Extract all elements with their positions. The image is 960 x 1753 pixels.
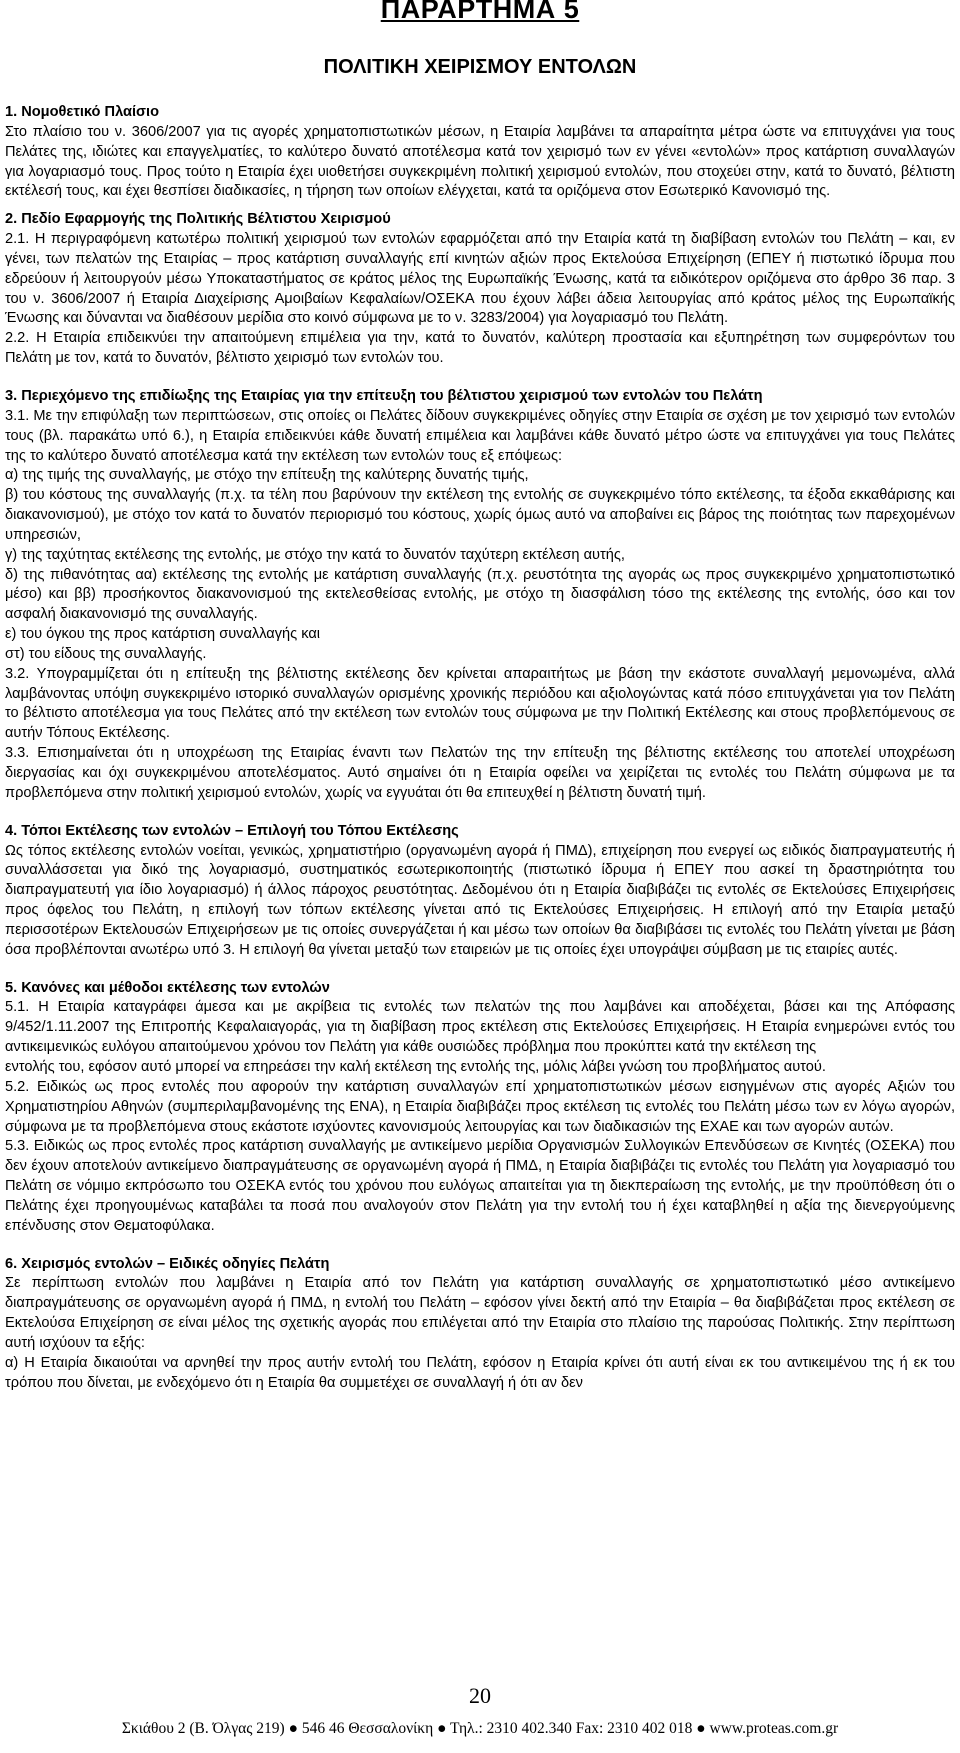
section-heading: 3. Περιεχόμενο της επιδίωξης της Εταιρίας για την επίτευξη του βέλτιστου χειρισμού των εντολών του Πελάτη — [5, 387, 763, 404]
paragraph: εντολής του, εφόσον αυτό μπορεί να επηρεάσει την καλή εκτέλεση της εντολής της, μόλις λάβει γνώση του προβλήματος αυτού. — [5, 1058, 826, 1075]
list-item: β) του κόστους της συναλλαγής (π.χ. τα τέλη που βαρύνουν την εκτέλεση της εντολής σε συγκεκριμένο τόπο εκτέλεσης, τα έξοδα εκκαθάρισης και διακανονισμού), με στόχο τον κατά το δυνατόν περιορισμό του κόστους, χωρίς όμως αυτό να αποβαίνει εις βάρος της ποιότητας των παρεχομένων υπηρεσιών, — [5, 487, 955, 543]
policy-title: ΠΟΛΙΤΙΚΗ ΧΕΙΡΙΣΜΟΥ ΕΝΤΟΛΩΝ — [323, 56, 637, 78]
paragraph: 5.3. Ειδικώς ως προς εντολές προς κατάρτιση συναλλαγής με αντικείμενο μερίδια Οργανισμών Συλλογικών Επενδύσεων σε Κινητές (ΟΣΕΚΑ) που δεν έχουν αποτελούν αντικείμενο διαπραγμάτευσης σε οργανωμένη αγορά ή ΠΜΔ, η Εταιρία διαβιβάζει τις εντολές του Πελάτη για λογαριασμό του Πελάτη σε νόμιμο εκπρόσωπο του ΟΣΕΚΑ εντός του χρόνου που ευλόγως απαιτείται για τη διεκπεραίωση της εντολής, με την προϋπόθεση ότι ο Πελάτης έχει προηγουμένως καταβάλει τα ποσά που αναλογούν στον Πελάτη για την εντολή του ή έχει καταβληθεί η αξία της διενεργούμενης επένδυσης στον Θεματοφύλακα. — [5, 1138, 955, 1234]
paragraph: 3.1. Με την επιφύλαξη των περιπτώσεων, στις οποίες οι Πελάτες δίδουν συγκεκριμένες οδηγίες στην Εταιρία σε σχέση με τον χειρισμό των εντολών τους (βλ. παρακάτω υπό 6.), η Εταιρία επιδεικνύει κάθε δυνατή επιμέλεια και λαμβάνει κάθε δυνατό μέτρο ώστε να επιτυγχάνει για τους Πελάτες της το καλύτερο δυνατό αποτέλεσμα κατά την εκτέλεση των εντολών τους εξ επόψεως: — [5, 407, 955, 464]
list-item: στ) του είδους της συναλλαγής. — [5, 645, 207, 662]
list-item: δ) της πιθανότητας αα) εκτέλεσης της εντολής με κατάρτιση συναλλαγής (π.χ. ρευστότητα της αγοράς ως προς συγκεκριμένο χρηματοπιστωτικό μέσο) και ββ) προσήκοντος διακανονισμού της εκτελεσθείσας εντολής, με στόχο τη διασφάλιση τόσο της εκτέλεσης της εντολής, όσο και τον ασφαλή διακανονισμό της συναλλαγής. — [5, 566, 955, 623]
list-item: γ) της ταχύτητας εκτέλεσης της εντολής, με στόχο την κατά το δυνατόν ταχύτερη εκτέλεση αυτής, — [5, 546, 625, 563]
paragraph: 5.1. Η Εταιρία καταγράφει άμεσα και με ακρίβεια τις εντολές των πελατών της που λαμβάνει και αποδέχεται, βάσει και της Απόφασης 9/452/1.11.2007 της Επιτροπής Κεφαλαιαγοράς, για τη διαβίβαση προς εκτέλεση στις Εκτελούσες Επιχειρήσεις. Η Εταιρία ενημερώνει εντός του αντικειμενικώς ευλόγου απαιτούμενου χρόνου τον Πελάτη για κάθε ουσιώδες πρόβλημα που προκύπτει κατά την εκτέλεση της — [5, 999, 955, 1056]
list-item: α) της τιμής της συναλλαγής, με στόχο την επίτευξη της καλύτερης δυνατής τιμής, — [5, 467, 529, 484]
paragraph: 2.2. Η Εταιρία επιδεικνύει την απαιτούμενη επιμέλεια για την, κατά το δυνατόν, καλύτερη προστασία και εξυπηρέτηση των συμφερόντων του Πελάτη με τον, κατά το δυνατόν, βέλτιστο χειρισμό των εντολών του. — [5, 330, 955, 367]
list-item: α) Η Εταιρία δικαιούται να αρνηθεί την προς αυτήν εντολή του Πελάτη, εφόσον η Εταιρία κρίνει ότι αυτή είναι εκ του αντικειμένου της ή εκ του τρόπου που δίνεται, με ενδεχόμενο ότι η Εταιρία θα συμμετέχει σε συναλλαγή ή ότι αν δεν — [5, 1354, 955, 1391]
document-body — [5, 103, 955, 1393]
paragraph: 3.3. Επισημαίνεται ότι η υποχρέωση της Εταιρίας έναντι των Πελατών της την επίτευξη της βέλτιστης εκτέλεσης του αποτελεί υποχρέωση διεργασίας και όχι συγκεκριμένου αποτελέσματος. Αυτό σημαίνει ότι η Εταιρία οφείλει να χειρίζεται τις εντολές του Πελάτη σύμφωνα με τα προβλεπόμενα στην πολιτική χειρισμού εντολών, χωρίς να εγγυάται ότι θα επιτευχθεί η βέλτιστη δυνατή τιμή. — [5, 745, 955, 801]
annex-title: ΠΑΡΑΡΤΗΜΑ 5 — [380, 0, 580, 24]
section-heading: 2. Πεδίο Εφαρμογής της Πολιτικής Βέλτιστου Χειρισμού — [5, 211, 391, 228]
paragraph: Σε περίπτωση εντολών που λαμβάνει η Εταιρία από τον Πελάτη για κατάρτιση συναλλαγής σε χρηματοπιστωτικό μέσο αντικείμενο διαπραγμάτευσης σε οργανωμένη αγορά ή ΠΜΔ, η εντολή του Πελάτη – εφόσον γίνει δεκτή από την Εταιρία – θα διαβιβάζεται προς εκτέλεση σε Εκτελούσα Επιχείρηση σε είναι μέλος της σχετικής αγοράς που επιλέγεται από την Εταιρία στο πλαίσιο της παρούσας Πολιτικής. Στην περίπτωση αυτή ισχύουν τα εξής: — [5, 1275, 955, 1351]
list-item: ε) του όγκου της προς κατάρτιση συναλλαγής και — [5, 626, 321, 643]
paragraph: 5.2. Ειδικώς ως προς εντολές που αφορούν την κατάρτιση συναλλαγών επί χρηματοπιστωτικών μέσων εισηγμένων στις αγορές Αξιών του Χρηματιστηρίου Αθηνών (συμπεριλαμβανομένης της ΕΝΑ), η Εταιρία διαβιβάζει προς εκτέλεση τις εντολές του Πελάτη μέσω των εν λόγω αγορών, σύμφωνα με τα προβλεπόμενα στους εκάστοτε ισχύοντες κανονισμούς λειτουργίας και των διαδικασιών της ΕΧΑΕ και των αγορών αυτών. — [5, 1078, 955, 1135]
section-heading: 4. Τόποι Εκτέλεσης των εντολών – Επιλογή του Τόπου Εκτέλεσης — [5, 822, 459, 839]
section-heading: 1. Νομοθετικό Πλαίσιο — [5, 104, 159, 120]
paragraph: Στο πλαίσιο του ν. 3606/2007 για τις αγορές χρηματοπιστωτικών μέσων, η Εταιρία λαμβάνει τα απαραίτητα μέτρα ώστε να επιτυγχάνει για τους Πελάτες της, ιδιώτες και επαγγελματίες, το καλύτερο δυνατό αποτέλεσμα κατά τον χειρισμό των εν γένει «εντολών» προς κατάρτιση συναλλαγών για λογαριασμό τους. Προς τούτο η Εταιρία έχει υιοθετήσει συγκεκριμένη πολιτική χειρισμού εντολών, που στοχεύει στην, κατά το δυνατό, βέλτιστη εκτέλεσή τους, και έχει θεσπίσει διαδικασίες, η τήρηση των οποίων ελέγχεται, κατά τα οριζόμενα στον Εσωτερικό Κανονισμό της. — [5, 123, 955, 200]
paragraph: Ως τόπος εκτέλεσης εντολών νοείται, γενικώς, χρηματιστήριο (οργανωμένη αγορά ή ΠΜΔ), επιχείρηση που ενεργεί ως ειδικός διαπραγματευτής ή συναλλάσσεται για δικό της λογαριασμό, συστηματικός εσωτερικοποιητής (πιστωτικό ίδρυμα ή ΕΠΕΥ που ασκεί τη δραστηριότητα του διαπραγματευτή για ίδιο λογαριασμό) ή άλλος πάροχος ρευστότητας. Δεδομένου ότι η Εταιρία διαβιβάζει τις εντολές σε Εκτελούσες Επιχειρήσεις προς όφελος του Πελάτη, η επιλογή των τόπων εκτέλεσης γίνεται από τις Εκτελούσες Επιχειρήσεις. Η επιλογή από την Εταιρία μεταξύ περισσοτέρων Εκτελουσών Επιχειρήσεων με τις οποίες συνεργάζεται ή και μέσω των οποίων θα διαβιβάσει τις εντολές του Πελάτη γίνεται με βάση όσα προβλέπονται ανωτέρω υπό 3. Η επιλογή θα γίνεται μεταξύ των εταιρειών με τις οποίες έχει υπογράψει σύμβαση με τις εταιρίες αυτές. — [5, 842, 955, 958]
paragraph: 2.1. Η περιγραφόμενη κατωτέρω πολιτική χειρισμού των εντολών εφαρμόζεται από την Εταιρία κατά τη διαβίβαση εντολών του Πελάτη – και, εν γένει, των πελατών της Εταιρίας – προς κατάρτιση συναλλαγής επί κινητών αξιών προς Εκτελούσα Επιχείρηση (ΕΠΕΥ ή πιστωτικό ίδρυμα που εδρεύουν ή λειτουργούν μέσω Υποκαταστήματος σε κράτος μέλος της Ευρωπαϊκής Ένωσης, κατά τα ειδικότερον οριζόμενα στο άρθρο 36 παρ. 3 του ν. 3606/2007 ή Εταιρία Διαχείρισης Αμοιβαίων Κεφαλαίων/ΟΣΕΚΑ που έχουν λάβει άδεια λειτουργίας από κράτος μέλος της Ευρωπαϊκής Ένωσης και δύνανται να διαθέσουν μερίδια στο κοινό σύμφωνα με το ν. 3283/2004) για λογαριασμό του Πελάτη. — [5, 231, 955, 327]
paragraph: 3.2. Υπογραμμίζεται ότι η επίτευξη της βέλτιστης εκτέλεσης δεν κρίνεται απαραιτήτως με βάση την εκάστοτε συναλλαγή μεμονωμένα, αλλά λαμβάνοντας υπόψη συγκεκριμένο ιστορικό συναλλαγών ορισμένης χρονικής περιόδου και αξιολογώντας κατά πόσο επιτυγχάνεται για τον Πελάτη το βέλτιστο αποτέλεσμα για τους Πελάτες από την εκτέλεση των εντολών τους σύμφωνα με την Πολιτική Εκτέλεσης και στους προβλεπόμενους σε αυτήν Τόπους Εκτέλεσης. — [5, 665, 955, 742]
section-heading: 5. Κανόνες και μέθοδοι εκτέλεσης των εντολών — [5, 979, 330, 996]
section-heading: 6. Χειρισμός εντολών – Ειδικές οδηγίες Πελάτη — [5, 1255, 330, 1272]
page-number: 20 — [469, 1683, 491, 1708]
page-footer: Σκιάθου 2 (Β. Όλγας 219) ● 546 46 Θεσσαλονίκη ● Τηλ.: 2310 402.340 Fax: 2310 402 018 ● www.proteas.com.gr — [121, 1720, 839, 1737]
